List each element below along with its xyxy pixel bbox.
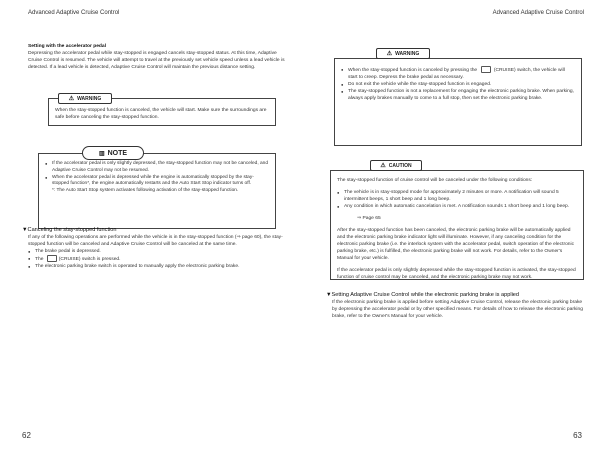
setting-section	[326, 292, 588, 320]
right-warning-box	[334, 58, 582, 146]
caution-list	[337, 189, 577, 210]
note-footnote: *: The Auto Start Stop system activates following activation of the stay-stopped function.	[52, 188, 239, 194]
setting-heading: ▼Setting Adaptive Cruise Control while the electronic parking brake is applied	[326, 292, 520, 298]
caution-item: ● Any condition in which automatic cancelation is met. A notification sounds 1 short beep and 1 long beep.	[337, 203, 577, 210]
left-page-number: 62	[22, 431, 31, 440]
cancel-body: If any of the following operations are performed while the vehicle is in the stay-stopped function (⇒ page 60), the stay-stopped function will be canceled and Adaptive Cruise Control will be canceled at the same time.	[28, 235, 283, 247]
right-warning-label: WARNING	[395, 51, 420, 57]
right-warning-item-suffix: (CRUISE) switch, the vehicle will start to creep. Depress the brake pedal as necessary.	[348, 67, 565, 80]
note-badge	[82, 146, 144, 160]
caution-label: CAUTION	[388, 163, 412, 169]
right-warning-item-prefix: When the stay-stopped function is canceled by pressing the	[348, 67, 478, 73]
cancel-item: ● The brake pedal is depressed.	[28, 248, 292, 255]
warning-triangle-icon: ⚠	[386, 51, 393, 57]
cancel-item-prefix: The	[35, 256, 44, 262]
note-book-icon: ▥	[98, 151, 105, 157]
cancel-item-suffix: (CRUISE) switch is pressed.	[58, 256, 121, 262]
caution-triangle-icon: ⚠	[380, 163, 386, 169]
caution-page-ref: ⇒ Page 65	[357, 215, 381, 221]
setting-body: If the electronic parking brake is applied before setting Adaptive Cruise Control, release the electronic parking brake by depressing the accelerator pedal or by other specified means. For details of how to release the electronic parking brake, refer to the Owner's Manual for your vehicle.	[332, 300, 583, 319]
caution-badge	[370, 160, 422, 171]
cancel-section	[22, 227, 292, 270]
note-box	[38, 153, 276, 229]
caution-item: ● The vehicle is in stay-stopped mode for approximately 2 minutes or more. A notification will sound 5 intermittent beeps, 1 short beep and 1 long beep.	[337, 189, 577, 203]
note-list	[45, 161, 269, 195]
right-warning-item: ● The stay-stopped function is not a replacement for engaging the electronic parking brake. When parking, always apply brakes manually to come to a full stop, then set the electronic parking brake.	[341, 88, 575, 102]
left-warning-badge	[58, 93, 112, 104]
right-warning-badge	[376, 48, 430, 59]
right-warning-item: ● Do not exit the vehicle while the stay-stopped function is engaged.	[341, 81, 575, 88]
cancel-heading: ▼Canceling the stay-stopped function	[22, 227, 117, 233]
right-running-header: Advanced Adaptive Cruise Control	[492, 10, 584, 16]
caution-body-1: After the stay-stopped function has been canceled, the electronic parking brake will be automatically applied and the electronic parking brake indicator light will illuminate. However, if any canceling condition for the electronic parking brake (i.e. the interlock system with the accelerator pedal, switch operation of the electronic parking brake, etc.) is fulfilled, the electronic parking brake will not work. For details, refer to the Owner's Manual for your vehicle.	[337, 227, 575, 261]
cancel-item: ● The electronic parking brake switch is operated to manually apply the electronic parking brake.	[28, 263, 292, 270]
cruise-switch-icon	[47, 255, 57, 262]
cancel-list	[22, 248, 292, 270]
right-warning-list	[341, 66, 575, 102]
caution-body-2: If the accelerator pedal is only slightly depressed while the stay-stopped function is activated, the stay-stopped function of cruise control may be canceled, and the electronic parking brake may not work.	[337, 267, 576, 280]
accel-body: Depressing the accelerator pedal while stay-stopped is engaged cancels stay-stopped status. At this time, Adaptive Cruise Control is resumed. The vehicle will attempt to travel at the previously set vehicle speed unless a lead vehicle is detected. If a lead vehicle is detected, Adaptive Cruise Control will maintain the previous distance setting.	[28, 51, 285, 70]
right-warning-item	[341, 66, 575, 81]
accel-section	[28, 43, 292, 71]
cruise-switch-icon	[481, 66, 491, 73]
cancel-item	[28, 255, 292, 263]
left-warning-label: WARNING	[77, 96, 102, 102]
note-label: NOTE	[107, 150, 128, 157]
accel-heading: Setting with the accelerator pedal	[28, 44, 106, 49]
note-item: ● If the accelerator pedal is only slightly depressed, the stay-stopped function may not be canceled, and Adaptive Cruise Control may not be resumed.	[45, 161, 269, 175]
caution-intro: The stay-stopped function of cruise control will be canceled under the following conditions:	[337, 178, 533, 183]
left-running-header: Advanced Adaptive Cruise Control	[28, 10, 120, 16]
warning-triangle-icon: ⚠	[68, 96, 75, 102]
caution-box	[330, 170, 584, 280]
note-item: ● When the accelerator pedal is depressed while the engine is automatically stopped by the stay-stopped function*, the engine automatically restarts and the Auto Start Stop indicator turns off.	[45, 175, 269, 189]
left-warning-text: When the stay-stopped function is canceled, the vehicle will start. Make sure the surroundings are safe before canceling the stay-stopped function.	[55, 108, 267, 120]
right-page	[300, 0, 600, 450]
right-page-number: 63	[573, 431, 582, 440]
